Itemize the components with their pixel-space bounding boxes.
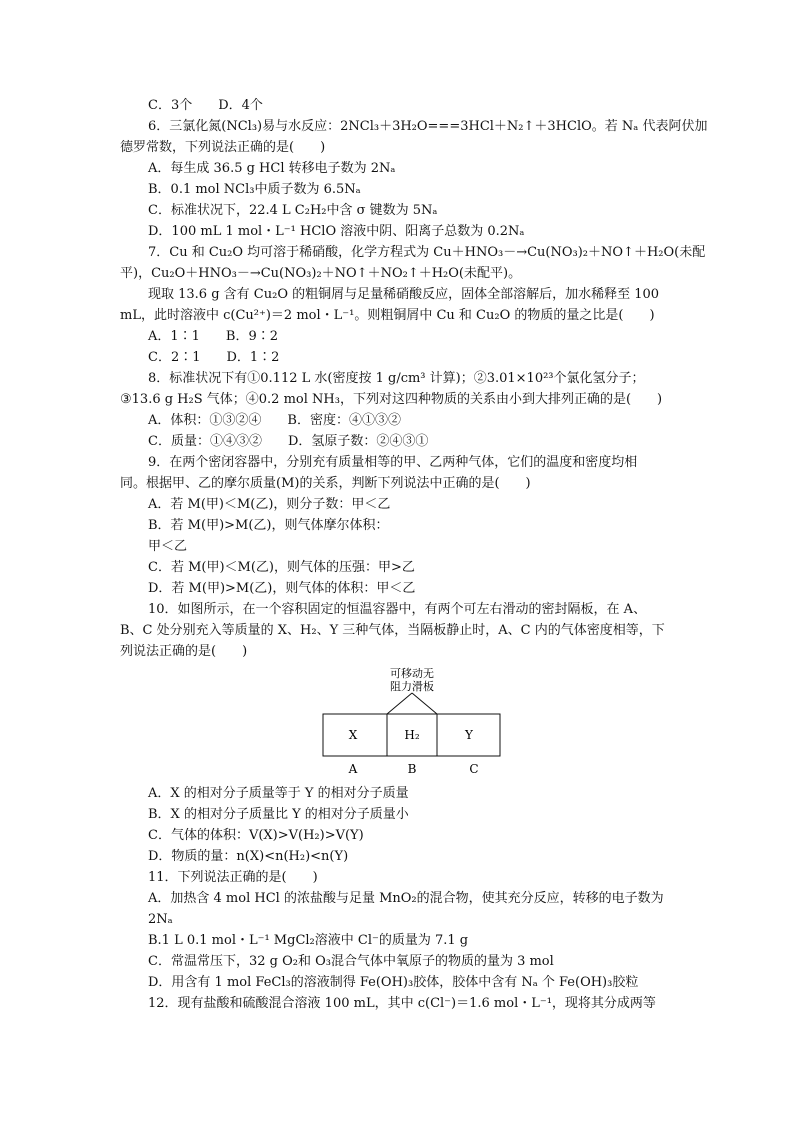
option-d: D．物质的量：n(X)<n(H₂)<n(Y)	[148, 849, 349, 864]
question-8-stem: 8．标准状况下有①0.112 L 水(密度按 1 g/cm³ 计算)；②3.01×10²³个氯化氢分子；	[148, 371, 645, 386]
question-7-stem: 7．Cu 和 Cu₂O 均可溶于稀硝酸，化学方程式为 Cu＋HNO₃－→Cu(NO₃)₂＋NO↑＋H₂O(未配	[148, 245, 706, 260]
option-b: B.1 L 0.1 mol・L⁻¹ MgCl₂溶液中 Cl⁻的质量为 7.1 g	[148, 933, 469, 948]
text-line: C．3个 D．4个	[148, 98, 263, 113]
option-ab: A．体积：①③②④ B．密度：④①③②	[148, 413, 401, 428]
option-ab: A．1∶1 B．9∶2	[148, 329, 279, 344]
option-a: A．若 M(甲)＜M(乙)，则分子数：甲＜乙	[148, 497, 391, 512]
option-b: B．若 M(甲)>M(乙)，则气体摩尔体积：	[148, 518, 389, 533]
text-line: mL，此时溶液中 c(Cu²⁺)＝2 mol・L⁻¹。则粗铜屑中 Cu 和 Cu₂O 的物质的量之比是( )	[120, 308, 655, 323]
text-line: 现取 13.6 g 含有 Cu₂O 的粗铜屑与足量稀硝酸反应，固体全部溶解后，加水稀释至 100	[148, 287, 660, 302]
text-line: 同。根据甲、乙的摩尔质量(M)的关系，判断下列说法中正确的是( )	[120, 476, 531, 491]
chamber-c-label: C	[469, 762, 479, 776]
gas-h2-label: H₂	[404, 728, 420, 742]
text-line: B、C 处分别充入等质量的 X、H₂、Y 三种气体，当隔板静止时，A、C 内的气体密度相等，下	[120, 623, 665, 638]
gas-x-label: X	[348, 728, 358, 742]
gas-y-label: Y	[465, 728, 473, 742]
question-10-stem: 10．如图所示，在一个容积固定的恒温容器中，有两个可左右滑动的密封隔板，在 A、	[148, 602, 647, 617]
text-line: 甲＜乙	[148, 539, 188, 554]
text-line: 德罗常数，下列说法正确的是( )	[120, 140, 326, 155]
chamber-b-label: B	[407, 762, 417, 776]
option-a: A．加热含 4 mol HCl 的浓盐酸与足量 MnO₂的混合物，使其充分反应，转移的电子数为	[148, 891, 664, 906]
option-cd: C．质量：①④③② D．氢原子数：②④③①	[148, 434, 429, 449]
option-d: D．用含有 1 mol FeCl₃的溶液制得 Fe(OH)₃胶体，胶体中含有 Nₐ 个 Fe(OH)₃胶粒	[148, 975, 639, 990]
option-c: C．若 M(甲)＜M(乙)，则气体的压强：甲>乙	[148, 560, 415, 575]
option-c: C．标准状况下，22.4 L C₂H₂中含 σ 键数为 5Nₐ	[148, 203, 438, 218]
question-9-stem: 9．在两个密闭容器中，分别充有质量相等的甲、乙两种气体，它们的温度和密度均相	[148, 455, 638, 470]
question-6-stem: 6．三氯化氮(NCl₃)易与水反应：2NCl₃＋3H₂O===3HCl＋N₂↑＋3HClO。若 Nₐ 代表阿伏加	[148, 119, 708, 134]
text-line: 平)，Cu₂O＋HNO₃－→Cu(NO₃)₂＋NO↑＋NO₂↑＋H₂O(未配平)。	[120, 266, 522, 281]
question-12-stem: 12．现有盐酸和硫酸混合溶液 100 mL，其中 c(Cl⁻)＝1.6 mol・L⁻¹，现将其分成两等	[148, 996, 656, 1011]
option-cd: C．2∶1 D．1∶2	[148, 350, 280, 365]
option-d: D．100 mL 1 mol・L⁻¹ HClO 溶液中阴、阳离子总数为 0.2Nₐ	[148, 224, 525, 239]
text-line: 列说法正确的是( )	[120, 644, 248, 659]
diagram-caption: 可移动无	[390, 667, 434, 680]
option-b: B．0.1 mol NCl₃中质子数为 6.5Nₐ	[148, 182, 361, 197]
pointer-line	[412, 693, 437, 714]
option-c: C．气体的体积：V(X)>V(H₂)>V(Y)	[148, 828, 364, 843]
chamber-a-label: A	[348, 762, 358, 776]
pointer-line	[387, 693, 412, 714]
option-a: A．X 的相对分子质量等于 Y 的相对分子质量	[148, 786, 409, 801]
option-b: B．X 的相对分子质量比 Y 的相对分子质量小	[148, 807, 409, 822]
option-a: A．每生成 36.5 g HCl 转移电子数为 2Nₐ	[148, 161, 396, 176]
option-d: D．若 M(甲)>M(乙)，则气体的体积：甲＜乙	[148, 581, 416, 596]
container-diagram	[322, 666, 502, 778]
option-c: C．常温常压下，32 g O₂和 O₃混合气体中氧原子的物质的量为 3 mol	[148, 954, 554, 969]
text-line: 2Nₐ	[148, 912, 173, 927]
question-11-stem: 11．下列说法正确的是( )	[148, 870, 318, 885]
diagram-caption: 阻力滑板	[390, 680, 434, 693]
text-line: ③13.6 g H₂S 气体；④0.2 mol NH₃，下列对这四种物质的关系由小到大排列正确的是( )	[120, 392, 663, 407]
